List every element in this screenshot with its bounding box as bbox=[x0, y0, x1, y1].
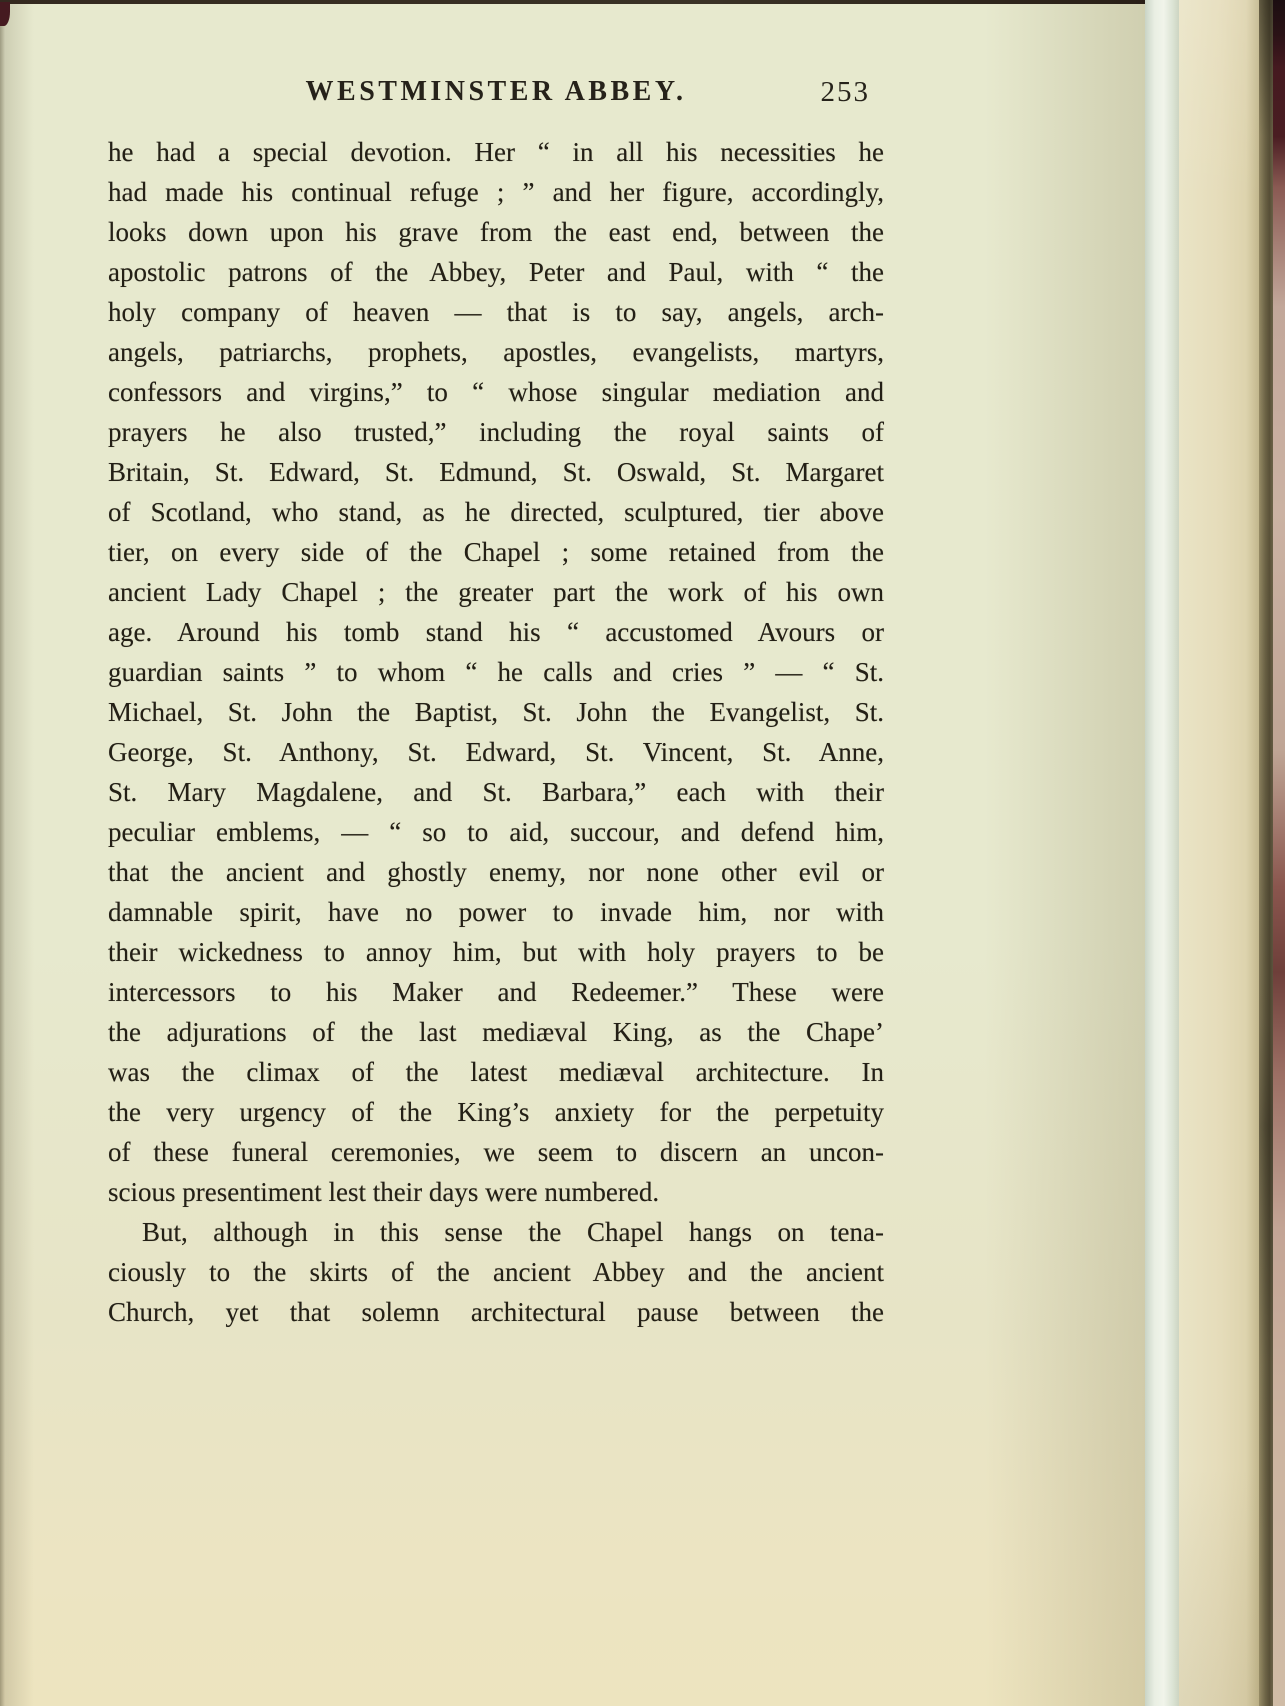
text-line: the adjurations of the last mediæval King, as the Chape’ bbox=[108, 1017, 884, 1047]
text-line: prayers he also trusted,” including the royal saints of bbox=[108, 417, 884, 447]
text-line: But, although in this sense the Chapel hangs on tena- bbox=[142, 1217, 884, 1247]
text-line: was the climax of the latest mediæval architecture. In bbox=[108, 1057, 884, 1087]
text-line: apostolic patrons of the Abbey, Peter and Paul, with “ the bbox=[108, 257, 884, 287]
text-line: age. Around his tomb stand his “ accustomed Avours or bbox=[108, 617, 884, 647]
text-line: damnable spirit, have no power to invade him, nor with bbox=[108, 897, 884, 927]
book-cover-sliver bbox=[1273, 0, 1285, 1706]
text-line: scious presentiment lest their days were numbered. bbox=[108, 1177, 660, 1207]
text-line: guardian saints ” to whom “ he calls and cries ” — “ St. bbox=[108, 657, 884, 687]
text-line: angels, patriarchs, prophets, apostles, evangelists, martyrs, bbox=[108, 337, 884, 367]
running-header-title: WESTMINSTER ABBEY. bbox=[305, 76, 687, 107]
text-line: Michael, St. John the Baptist, St. John the Evangelist, St. bbox=[108, 697, 884, 727]
text-line: ancient Lady Chapel ; the greater part the work of his own bbox=[108, 577, 884, 607]
text-line: had made his continual refuge ; ” and her figure, accordingly, bbox=[108, 177, 884, 207]
text-line: the very urgency of the King’s anxiety for the perpetuity bbox=[108, 1097, 884, 1127]
text-line: intercessors to his Maker and Redeemer.” These were bbox=[108, 977, 884, 1007]
text-line: of these funeral ceremonies, we seem to discern an uncon- bbox=[108, 1137, 884, 1167]
page-number: 253 bbox=[820, 76, 870, 108]
page-text bbox=[108, 72, 884, 1332]
text-line: he had a special devotion. Her “ in all his necessities he bbox=[108, 137, 884, 167]
text-line: ciously to the skirts of the ancient Abbey and the ancient bbox=[108, 1257, 884, 1287]
text-line: Church, yet that solemn architectural pause between the bbox=[108, 1297, 884, 1327]
book-fore-edge bbox=[1145, 0, 1179, 1706]
body-text bbox=[108, 132, 884, 1332]
text-line: George, St. Anthony, St. Edward, St. Vincent, St. Anne, bbox=[108, 737, 884, 767]
book-page-stack bbox=[1179, 0, 1259, 1706]
text-line: peculiar emblems, — “ so to aid, succour, and defend him, bbox=[108, 817, 884, 847]
page-top-edge bbox=[0, 0, 1285, 4]
text-line: St. Mary Magdalene, and St. Barbara,” each with their bbox=[108, 777, 884, 807]
text-line: tier, on every side of the Chapel ; some retained from the bbox=[108, 537, 884, 567]
text-line: looks down upon his grave from the east end, between the bbox=[108, 217, 884, 247]
text-line: that the ancient and ghostly enemy, nor none other evil or bbox=[108, 857, 884, 887]
text-line: holy company of heaven — that is to say, angels, arch- bbox=[108, 297, 884, 327]
text-line: of Scotland, who stand, as he directed, sculptured, tier above bbox=[108, 497, 884, 527]
running-header bbox=[108, 72, 884, 112]
text-line: their wickedness to annoy him, but with holy prayers to be bbox=[108, 937, 884, 967]
text-line: Britain, St. Edward, St. Edmund, St. Oswald, St. Margaret bbox=[108, 457, 884, 487]
book-board-edge bbox=[1259, 0, 1273, 1706]
text-line: confessors and virgins,” to “ whose singular mediation and bbox=[108, 377, 884, 407]
